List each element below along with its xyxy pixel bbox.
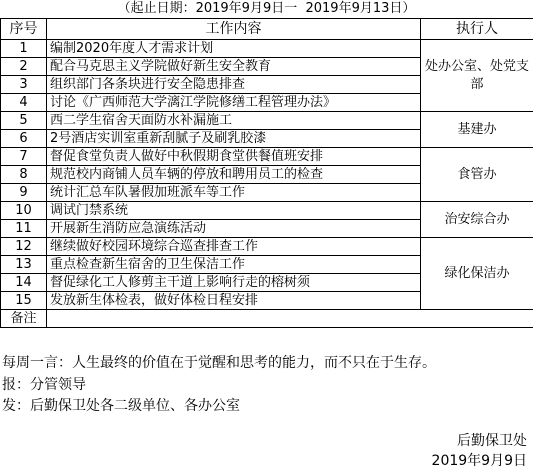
remark-row	[1, 310, 533, 328]
row-number: 14	[1, 274, 47, 292]
executor-cell: 治安综合办	[421, 202, 533, 238]
table-row	[1, 238, 533, 256]
task-cell: 调试门禁系统	[47, 202, 421, 220]
weekly-motto: 每周一言：人生最终的价值在于觉醒和思考的能力，而不只在于生存。	[2, 355, 436, 371]
issuer: 后勤保卫处	[457, 433, 527, 449]
task-cell: 2号酒店实训室重新刮腻子及刷乳胶漆	[47, 130, 421, 148]
row-number: 9	[1, 184, 47, 202]
task-cell: 督促食堂负责人做好中秋假期食堂供餐值班安排	[47, 148, 421, 166]
task-cell: 继续做好校园环境综合巡查排查工作	[47, 238, 421, 256]
column-header-task: 工作内容	[47, 19, 421, 40]
table-header-row	[1, 19, 533, 40]
table-row	[1, 112, 533, 130]
column-header-no: 序号	[1, 19, 47, 40]
report-to: 报：分管领导	[2, 377, 86, 393]
row-number: 15	[1, 292, 47, 310]
row-number: 4	[1, 94, 47, 112]
row-number: 6	[1, 130, 47, 148]
row-number: 3	[1, 76, 47, 94]
task-cell: 发放新生体检表，做好体检日程安排	[47, 292, 421, 310]
row-number: 2	[1, 58, 47, 76]
issue-date: 2019年9月9日	[431, 453, 527, 469]
date-range: （起止日期：2019年9月9日一 2019年9月13日）	[117, 1, 416, 16]
executor-cell: 绿化保洁办	[421, 238, 533, 310]
remark-label: 备注	[1, 310, 47, 328]
task-cell: 讨论《广西师范大学漓江学院修缮工程管理办法》	[47, 94, 421, 112]
column-header-executor: 执行人	[421, 19, 533, 40]
row-number: 7	[1, 148, 47, 166]
task-cell: 配合马克思主义学院做好新生安全教育	[47, 58, 421, 76]
row-number: 13	[1, 256, 47, 274]
row-number: 8	[1, 166, 47, 184]
row-number: 12	[1, 238, 47, 256]
row-number: 1	[1, 40, 47, 58]
row-number: 11	[1, 220, 47, 238]
task-cell: 西二学生宿舍天面防水补漏施工	[47, 112, 421, 130]
task-cell: 统计汇总车队暑假加班派车等工作	[47, 184, 421, 202]
task-cell: 重点检查新生宿舍的卫生保洁工作	[47, 256, 421, 274]
remark-value	[47, 310, 533, 328]
table-row	[1, 202, 533, 220]
task-cell: 编制2020年度人才需求计划	[47, 40, 421, 58]
executor-cell: 处办公室、处党支部	[421, 40, 533, 112]
executor-cell: 基建办	[421, 112, 533, 148]
send-to: 发：后勤保卫处各二级单位、各办公室	[2, 398, 240, 414]
task-cell: 督促绿化工人修剪主干道上影响行走的榕树须	[47, 274, 421, 292]
task-cell: 规范校内商铺人员车辆的停放和聘用员工的检查	[47, 166, 421, 184]
row-number: 10	[1, 202, 47, 220]
table-row	[1, 40, 533, 58]
table-row	[1, 148, 533, 166]
task-cell: 组织部门各条块进行安全隐患排查	[47, 76, 421, 94]
task-table	[0, 18, 533, 328]
task-cell: 开展新生消防应急演练活动	[47, 220, 421, 238]
executor-cell: 食管办	[421, 148, 533, 202]
row-number: 5	[1, 112, 47, 130]
